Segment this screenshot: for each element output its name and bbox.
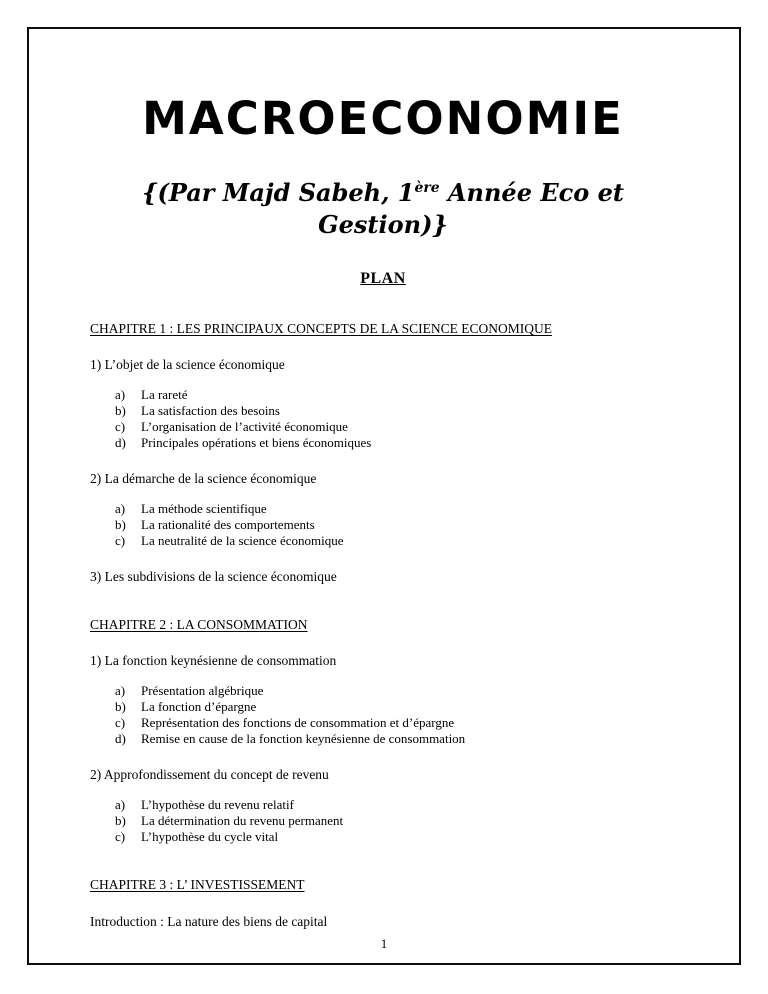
item-letter: d) (115, 435, 126, 450)
sub-list (90, 501, 676, 549)
chapter-2-title: LA CONSOMMATION (176, 617, 308, 632)
item-letter: c) (115, 533, 126, 548)
page-number: 1 (380, 936, 388, 951)
list-item (115, 699, 676, 715)
list-item (115, 419, 676, 435)
item-text: La rareté (141, 387, 188, 402)
item-text: Remise en cause de la fonction keynésienne de consommation (141, 731, 466, 746)
section-heading: 3) Les subdivisions de la science économique (90, 569, 337, 584)
section-heading: 1) La fonction keynésienne de consommation (90, 653, 337, 668)
list-item (115, 501, 676, 517)
plan-heading: PLAN (360, 270, 406, 287)
item-text: Principales opérations et biens économiques (141, 435, 372, 450)
section-heading: 2) La démarche de la science économique (90, 471, 317, 486)
list-item (115, 829, 676, 845)
item-letter: b) (115, 813, 126, 828)
list-item (115, 715, 676, 731)
item-text: La fonction d’épargne (141, 699, 257, 714)
document-subtitle (90, 172, 676, 241)
chapter-3-label: CHAPITRE 3 (90, 877, 167, 892)
item-text: La satisfaction des besoins (141, 403, 280, 418)
chapter-1-colon: : (169, 321, 174, 336)
item-text: La rationalité des comportements (141, 517, 315, 532)
item-letter: c) (115, 715, 126, 730)
list-item (115, 533, 676, 549)
chapter-3-heading (90, 876, 676, 893)
list-item (115, 403, 676, 419)
item-letter: a) (115, 501, 126, 516)
page-content (90, 92, 676, 930)
chapter-3-title: L’ INVESTISSEMENT (176, 877, 305, 892)
item-text: Présentation algébrique (141, 683, 264, 698)
item-text: L’hypothèse du revenu relatif (141, 797, 294, 812)
list-item (115, 797, 676, 813)
item-letter: a) (115, 683, 126, 698)
subtitle-superscript: ère (414, 180, 440, 196)
item-text: L’organisation de l’activité économique (141, 419, 348, 434)
item-letter: c) (115, 829, 126, 844)
introduction-line: Introduction : La nature des biens de capital (90, 914, 328, 929)
chapter-3-colon: : (169, 877, 174, 892)
item-letter: b) (115, 699, 126, 714)
item-text: La détermination du revenu permanent (141, 813, 344, 828)
item-letter: a) (115, 797, 126, 812)
list-item (115, 387, 676, 403)
section-heading: 1) L’objet de la science économique (90, 357, 285, 372)
chapter-1-heading (90, 320, 676, 337)
item-letter: c) (115, 419, 126, 434)
list-item (115, 731, 676, 747)
item-text: Représentation des fonctions de consommation et d’épargne (141, 715, 455, 730)
subtitle-suffix: Année Eco et Gestion)} (318, 178, 624, 239)
subtitle-prefix: {(Par Majd Sabeh, 1 (142, 178, 415, 207)
chapter-2-colon: : (169, 617, 174, 632)
item-letter: b) (115, 403, 126, 418)
item-text: L’hypothèse du cycle vital (141, 829, 279, 844)
item-text: La neutralité de la science économique (141, 533, 344, 548)
sub-list (90, 683, 676, 747)
list-item (115, 435, 676, 451)
document-title: MACROECONOMIE (142, 92, 624, 145)
list-item (115, 683, 676, 699)
chapter-1-title: LES PRINCIPAUX CONCEPTS DE LA SCIENCE ECONOMIQUE (176, 321, 552, 336)
item-text: La méthode scientifique (141, 501, 267, 516)
item-letter: a) (115, 387, 126, 402)
list-item (115, 517, 676, 533)
list-item (115, 813, 676, 829)
sub-list (90, 797, 676, 845)
chapter-2-heading (90, 616, 676, 633)
section-heading: 2) Approfondissement du concept de revenu (90, 767, 329, 782)
item-letter: b) (115, 517, 126, 532)
item-letter: d) (115, 731, 126, 746)
chapter-2-label: CHAPITRE 2 (90, 617, 167, 632)
chapter-1-label: CHAPITRE 1 (90, 321, 167, 336)
sub-list (90, 387, 676, 451)
